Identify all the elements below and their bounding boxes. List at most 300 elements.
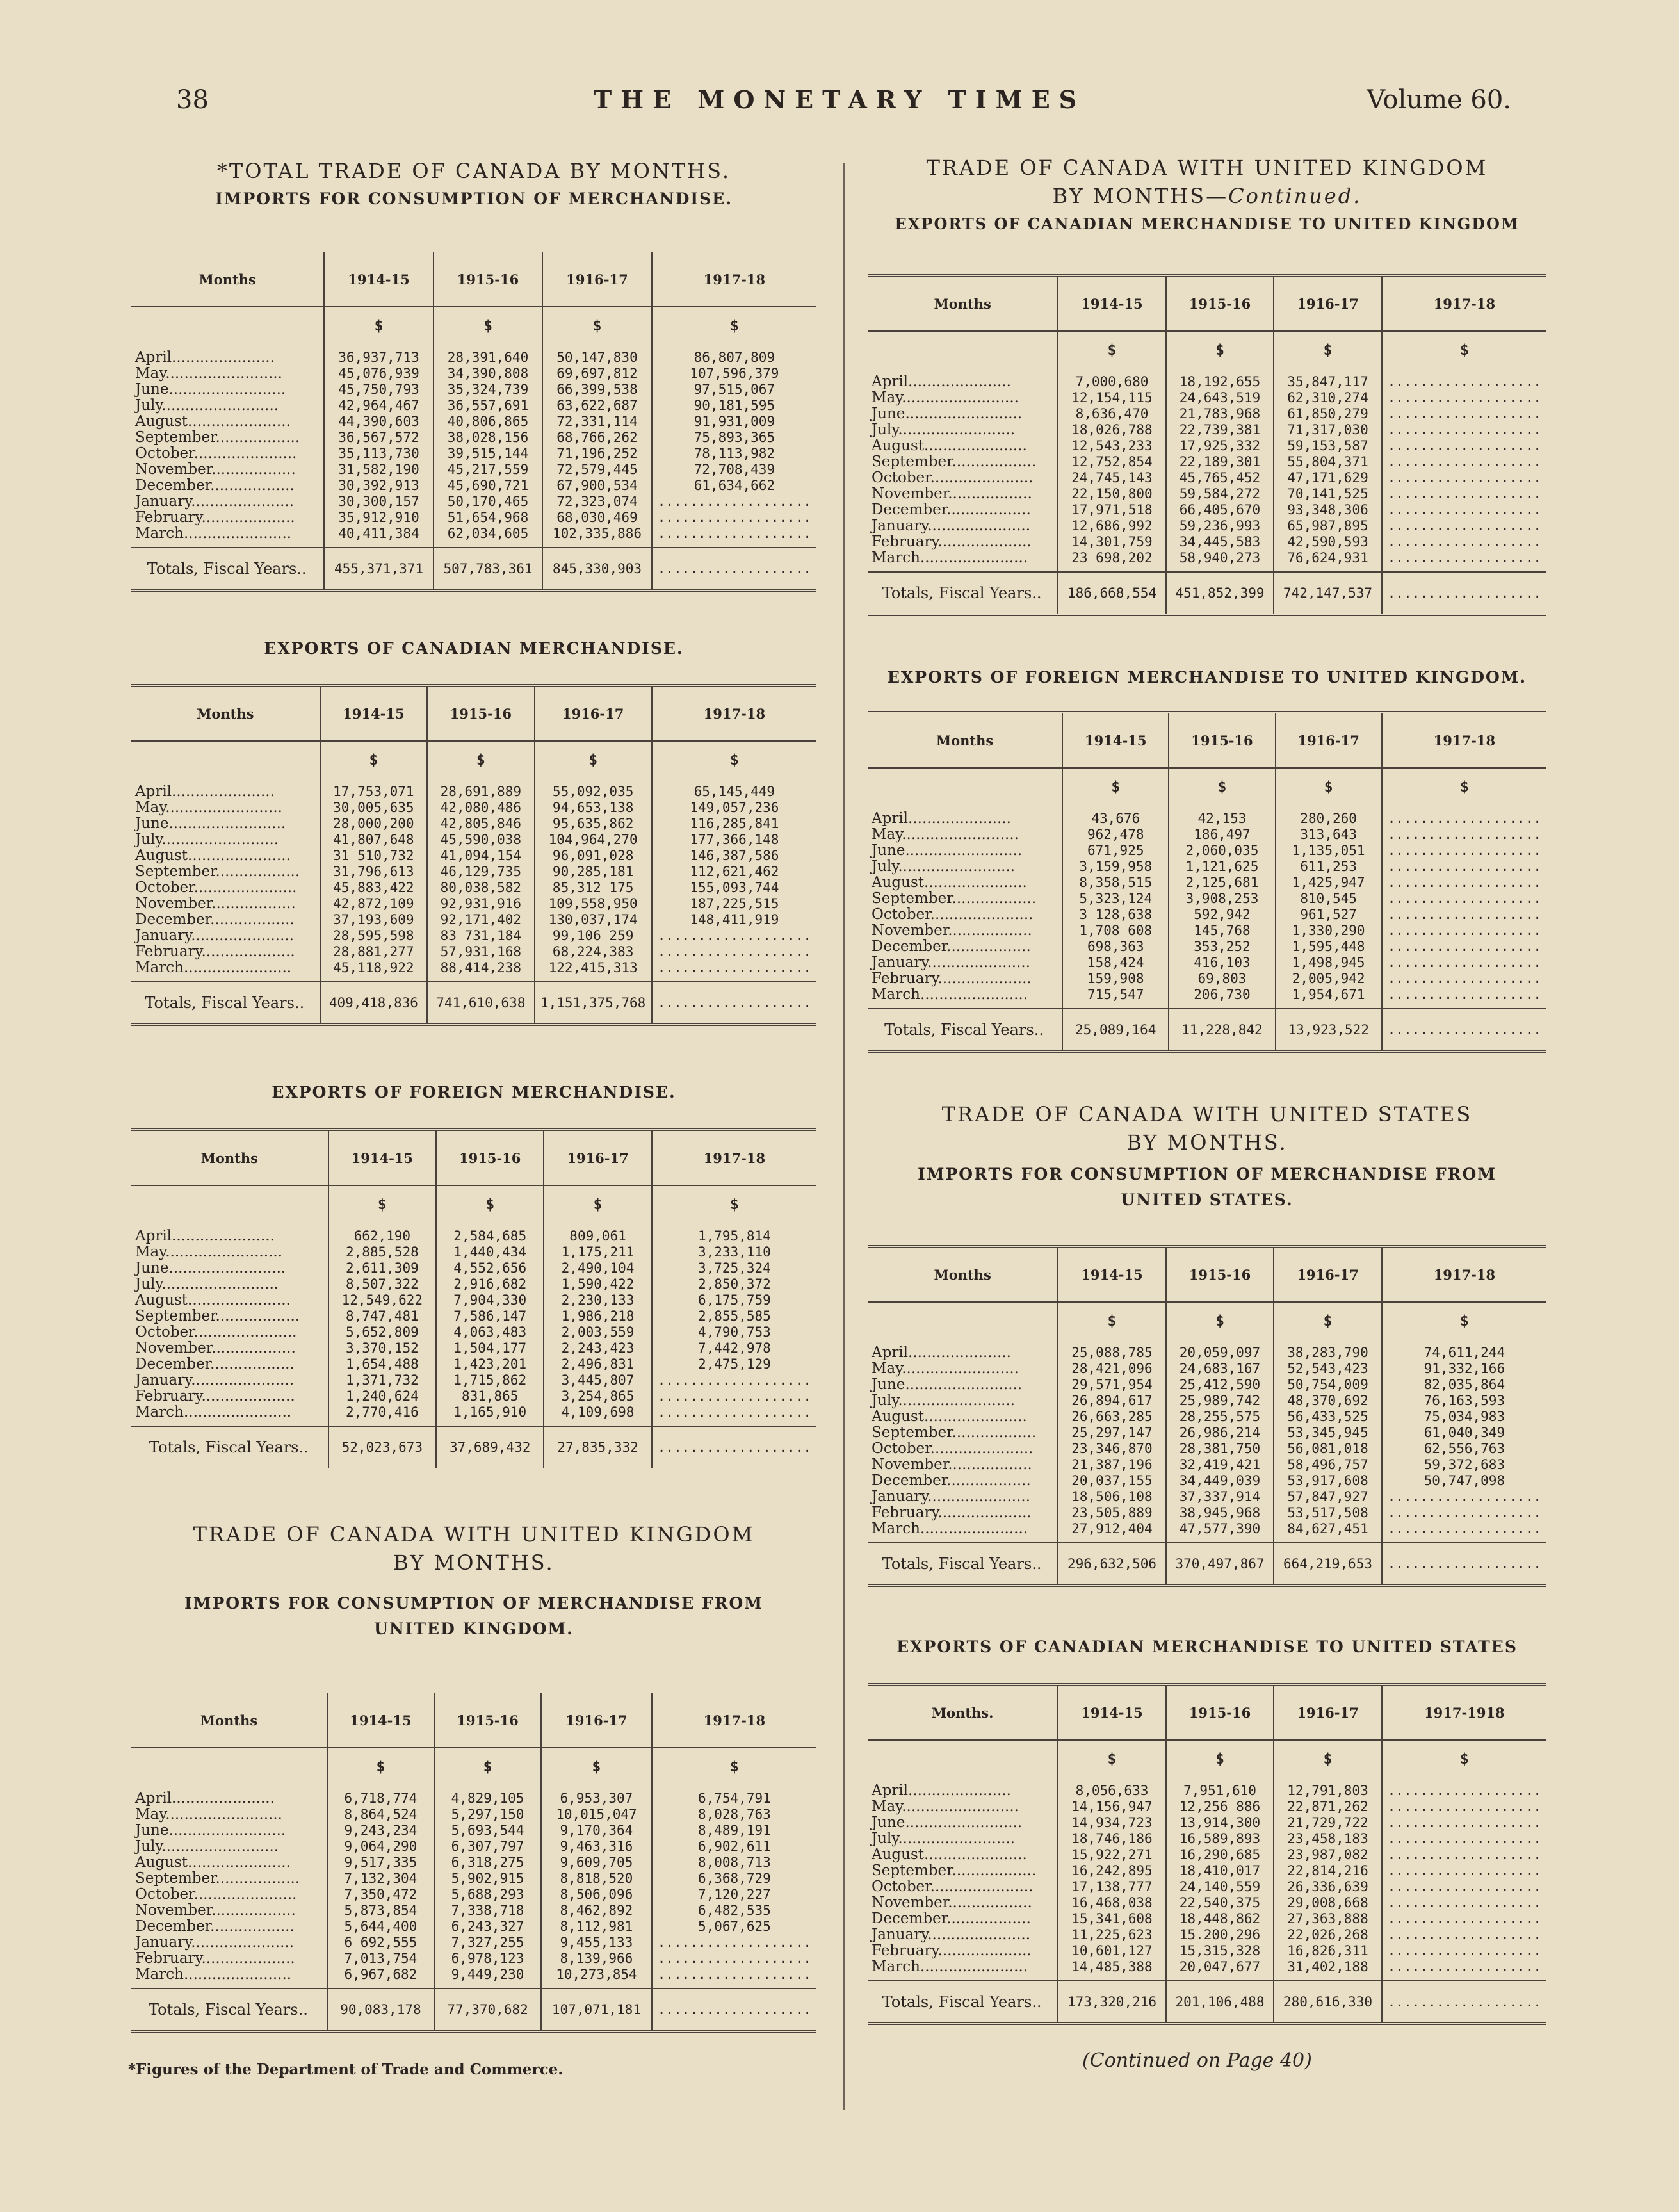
table-row	[868, 534, 1546, 550]
value-cell: 7,442,978	[652, 1340, 816, 1356]
table-row	[868, 1505, 1546, 1521]
value-cell: 53,345,945	[1274, 1425, 1382, 1441]
value-cell: 72,331,114	[542, 414, 652, 430]
month-cell: November..................	[872, 1895, 1032, 1911]
month-cell: October......................	[135, 446, 297, 462]
value-cell: 146,387,586	[652, 848, 816, 864]
table-row	[868, 438, 1546, 454]
value-cell: 8,139,966	[541, 1951, 652, 1967]
value-cell: 2,584,685	[436, 1223, 544, 1244]
value-cell: 7,904,330	[436, 1292, 544, 1308]
month-cell: January......................	[872, 518, 1031, 534]
month-cell: October......................	[135, 1324, 297, 1340]
table-row	[131, 1839, 816, 1855]
value-cell: 44,390,603	[324, 414, 434, 430]
value-cell: 24,140,559	[1166, 1879, 1274, 1895]
value-cell: 68,766,262	[542, 430, 652, 446]
currency-row	[131, 307, 816, 345]
month-cell: April......................	[135, 1228, 275, 1244]
currency-symbol: $	[1382, 331, 1546, 369]
value-cell: 12,752,854	[1058, 454, 1166, 470]
value-cell: 12,791,803	[1274, 1778, 1382, 1799]
table-row	[868, 1815, 1546, 1831]
value-cell: ...................	[652, 1951, 816, 1967]
month-cell: July.........................	[872, 1393, 1016, 1409]
value-cell: 15,341,608	[1058, 1911, 1166, 1927]
value-cell: 15,315,328	[1166, 1943, 1274, 1959]
table-row	[131, 864, 816, 880]
currency-row	[868, 331, 1546, 369]
month-cell: April......................	[135, 783, 275, 800]
total-cell: 845,330,903	[542, 548, 652, 590]
month-cell: August......................	[135, 414, 291, 430]
value-cell: 17,971,518	[1058, 502, 1166, 518]
value-cell: 6,243,327	[434, 1919, 541, 1935]
month-cell: October......................	[872, 1879, 1034, 1895]
section-title: EXPORTS OF FOREIGN MERCHANDISE.	[272, 1083, 676, 1102]
value-cell: 22,189,301	[1166, 454, 1274, 470]
value-cell: 35,847,117	[1274, 369, 1382, 390]
year-header: 1914-15	[328, 1130, 436, 1185]
value-cell: ...................	[1382, 1863, 1546, 1879]
value-cell: 68,224,383	[535, 944, 652, 960]
table-row	[868, 939, 1546, 955]
month-cell: March.......................	[872, 1959, 1028, 1975]
value-cell: 416,103	[1169, 955, 1275, 971]
currency-blank	[868, 331, 1058, 369]
value-cell: 93,348,306	[1274, 502, 1382, 518]
month-cell: February....................	[872, 1943, 1032, 1959]
table-exports-foreign	[131, 1128, 816, 1470]
value-cell: 3,445,807	[544, 1372, 651, 1388]
value-cell: ...................	[652, 526, 816, 548]
data-table	[868, 1245, 1546, 1587]
value-cell: 31,402,188	[1274, 1959, 1382, 1981]
table-row	[131, 912, 816, 928]
table-row	[868, 369, 1546, 390]
value-cell: 20,037,155	[1058, 1473, 1166, 1489]
value-cell: 58,940,273	[1166, 550, 1274, 572]
value-cell: 50,754,009	[1274, 1377, 1382, 1393]
value-cell: 46,129,735	[427, 864, 534, 880]
value-cell: 810,545	[1276, 891, 1382, 907]
value-cell: 45,765,452	[1166, 470, 1274, 486]
value-cell: 1,986,218	[544, 1308, 651, 1324]
value-cell: 40,411,384	[324, 526, 434, 548]
currency-symbol: $	[1062, 768, 1169, 806]
value-cell: 51,654,968	[434, 510, 543, 526]
month-cell: December..................	[872, 1473, 1031, 1489]
year-header: 1915-16	[1166, 275, 1274, 331]
section-title: TRADE OF CANADA WITH UNITED KINGDOM	[926, 156, 1488, 180]
value-cell: 24,643,519	[1166, 390, 1274, 406]
value-cell: 611,253	[1276, 859, 1382, 875]
value-cell: 59,584,272	[1166, 486, 1274, 502]
currency-blank	[868, 768, 1062, 806]
month-cell: January......................	[135, 928, 295, 944]
table-row	[131, 1260, 816, 1276]
table-row	[868, 1361, 1546, 1377]
currency-symbol: $	[328, 1185, 436, 1223]
total-cell: 90,083,178	[327, 1988, 434, 2031]
month-cell: April......................	[135, 349, 275, 366]
months-header: Months	[131, 1692, 327, 1748]
value-cell: 7,132,304	[327, 1871, 434, 1887]
value-cell: 70,141,525	[1274, 486, 1382, 502]
table-uk-exports-foreign	[868, 711, 1546, 1053]
table-row	[868, 518, 1546, 534]
value-cell: 53,917,608	[1274, 1473, 1382, 1489]
value-cell: 18,410,017	[1166, 1863, 1274, 1879]
total-cell: 186,668,554	[1058, 572, 1166, 615]
table-uk-exports-canadian	[868, 274, 1546, 616]
totals-row	[131, 982, 816, 1025]
total-cell: 507,783,361	[434, 548, 543, 590]
month-cell: July.........................	[872, 422, 1016, 438]
table-row	[131, 960, 816, 982]
value-cell: 3,254,865	[544, 1388, 651, 1404]
value-cell: ...................	[1382, 1959, 1546, 1981]
year-header: 1914-15	[1058, 1684, 1166, 1740]
value-cell: 69,803	[1169, 971, 1275, 987]
table-row	[131, 446, 816, 462]
total-cell: 27,835,332	[544, 1426, 651, 1469]
currency-row	[131, 741, 816, 779]
value-cell: 66,399,538	[542, 382, 652, 398]
data-table	[868, 1683, 1546, 2025]
month-cell: March.......................	[872, 550, 1028, 566]
value-cell: 2,003,559	[544, 1324, 651, 1340]
value-cell: 8,008,713	[652, 1855, 816, 1871]
value-cell: 1,504,177	[436, 1340, 544, 1356]
value-cell: 52,543,423	[1274, 1361, 1382, 1377]
value-cell: 280,260	[1276, 806, 1382, 827]
value-cell: 28,881,277	[320, 944, 427, 960]
month-cell: January......................	[872, 955, 1031, 971]
total-cell: 11,228,842	[1169, 1009, 1275, 1052]
totals-row	[868, 1543, 1546, 1586]
month-cell: May.........................	[135, 1807, 282, 1823]
value-cell: 45,883,422	[320, 880, 427, 896]
month-cell: May.........................	[872, 827, 1019, 843]
table-row	[131, 414, 816, 430]
continued-note: (Continued on Page 40)	[1082, 2049, 1312, 2072]
value-cell: 4,063,483	[436, 1324, 544, 1340]
section-title: TRADE OF CANADA WITH UNITED KINGDOM	[193, 1522, 755, 1547]
table-row	[131, 1785, 816, 1807]
currency-symbol: $	[652, 1185, 816, 1223]
data-table	[131, 684, 816, 1026]
currency-symbol: $	[436, 1185, 544, 1223]
months-header: Months	[131, 1130, 328, 1185]
table-row	[131, 494, 816, 510]
month-cell: February....................	[135, 1951, 295, 1967]
year-header: 1916-17	[542, 251, 652, 307]
table-row	[868, 843, 1546, 859]
total-cell: ...................	[1382, 1009, 1546, 1052]
value-cell: 35,324,739	[434, 382, 543, 398]
table-row	[131, 462, 816, 478]
table-row	[868, 955, 1546, 971]
table-row	[868, 454, 1546, 470]
currency-row	[131, 1748, 816, 1785]
table-row	[131, 1388, 816, 1404]
value-cell: 45,690,721	[434, 478, 543, 494]
currency-symbol: $	[1058, 1302, 1166, 1340]
value-cell: 85,312 175	[535, 880, 652, 896]
value-cell: 86,807,809	[652, 345, 816, 366]
value-cell: 8,864,524	[327, 1807, 434, 1823]
value-cell: 16,468,038	[1058, 1895, 1166, 1911]
value-cell: 671,925	[1062, 843, 1169, 859]
totals-label: Totals, Fiscal Years..	[868, 572, 1058, 615]
value-cell: 1,654,488	[328, 1356, 436, 1372]
month-cell: August......................	[135, 1292, 291, 1308]
currency-row	[868, 1302, 1546, 1340]
header-row	[131, 1692, 816, 1748]
value-cell: 7,000,680	[1058, 369, 1166, 390]
data-table	[868, 274, 1546, 616]
totals-row	[868, 572, 1546, 615]
total-cell: ...................	[652, 982, 816, 1025]
value-cell: 24,683,167	[1166, 1361, 1274, 1377]
value-cell: ...................	[1382, 406, 1546, 422]
value-cell: 50,147,830	[542, 345, 652, 366]
value-cell: 6,754,791	[652, 1785, 816, 1807]
month-cell: June.........................	[135, 816, 286, 832]
value-cell: 5,688,293	[434, 1887, 541, 1903]
totals-row	[131, 1426, 816, 1469]
value-cell: 2,490,104	[544, 1260, 651, 1276]
table-row	[868, 1425, 1546, 1441]
table-row	[868, 1473, 1546, 1489]
value-cell: 39,515,144	[434, 446, 543, 462]
totals-label: Totals, Fiscal Years..	[131, 1988, 327, 2031]
section-title-line-2: BY MONTHS.	[1126, 1130, 1288, 1155]
value-cell: 8,056,633	[1058, 1778, 1166, 1799]
month-cell: September..................	[135, 864, 300, 880]
value-cell: 36,557,691	[434, 398, 543, 414]
month-cell: February....................	[135, 510, 295, 526]
table-row	[131, 478, 816, 494]
table-row	[868, 1778, 1546, 1799]
value-cell: 35,912,910	[324, 510, 434, 526]
value-cell: 28,000,200	[320, 816, 427, 832]
value-cell: 6,318,275	[434, 1855, 541, 1871]
value-cell: 32,419,421	[1166, 1457, 1274, 1473]
value-cell: ...................	[1382, 843, 1546, 859]
value-cell: ...................	[652, 1388, 816, 1404]
table-exports-canadian	[131, 684, 816, 1026]
value-cell: 23,505,889	[1058, 1505, 1166, 1521]
value-cell: 36,937,713	[324, 345, 434, 366]
month-cell: September..................	[135, 1308, 300, 1324]
month-cell: May.........................	[135, 800, 282, 816]
table-row	[868, 1895, 1546, 1911]
currency-symbol: $	[1274, 1740, 1382, 1778]
value-cell: 4,790,753	[652, 1324, 816, 1340]
value-cell: 5,902,915	[434, 1871, 541, 1887]
value-cell: 58,496,757	[1274, 1457, 1382, 1473]
value-cell: 592,942	[1169, 907, 1275, 923]
value-cell: 12,543,233	[1058, 438, 1166, 454]
value-cell: 831,865	[436, 1388, 544, 1404]
value-cell: 16,826,311	[1274, 1943, 1382, 1959]
currency-symbol: $	[1382, 1740, 1546, 1778]
table-row	[868, 1847, 1546, 1863]
value-cell: 16,290,685	[1166, 1847, 1274, 1863]
value-cell: 145,768	[1169, 923, 1275, 939]
value-cell: 31,796,613	[320, 864, 427, 880]
value-cell: 122,415,313	[535, 960, 652, 982]
value-cell: 28,381,750	[1166, 1441, 1274, 1457]
month-cell: December..................	[135, 478, 295, 494]
value-cell: 715,547	[1062, 987, 1169, 1009]
month-cell: April......................	[872, 1344, 1011, 1361]
table-row	[131, 510, 816, 526]
total-cell: 107,071,181	[541, 1988, 652, 2031]
section-title: *TOTAL TRADE OF CANADA BY MONTHS.	[216, 159, 731, 183]
table-row	[868, 1521, 1546, 1543]
year-header: 1914-15	[327, 1692, 434, 1748]
value-cell: 55,092,035	[535, 779, 652, 800]
value-cell: 38,945,968	[1166, 1505, 1274, 1521]
header-row	[868, 1246, 1546, 1302]
column-separator	[843, 163, 845, 2110]
table-row	[868, 1863, 1546, 1879]
value-cell: 2,230,133	[544, 1292, 651, 1308]
value-cell: ...................	[1382, 438, 1546, 454]
month-cell: June.........................	[872, 843, 1023, 859]
value-cell: 59,153,587	[1274, 438, 1382, 454]
value-cell: 9,170,364	[541, 1823, 652, 1839]
currency-symbol: $	[1274, 331, 1382, 369]
currency-blank	[868, 1302, 1058, 1340]
value-cell: 28,691,889	[427, 779, 534, 800]
value-cell: 31,582,190	[324, 462, 434, 478]
value-cell: 6,953,307	[541, 1785, 652, 1807]
table-row	[868, 1489, 1546, 1505]
value-cell: 23,458,183	[1274, 1831, 1382, 1847]
value-cell: 45,217,559	[434, 462, 543, 478]
month-cell: August......................	[135, 1855, 291, 1871]
total-cell: 296,632,506	[1058, 1543, 1166, 1586]
section-subtitle-line-2: UNITED STATES.	[1121, 1191, 1294, 1209]
value-cell: 1,121,625	[1169, 859, 1275, 875]
header-row	[868, 1684, 1546, 1740]
value-cell: 149,057,236	[652, 800, 816, 816]
value-cell: 40,806,865	[434, 414, 543, 430]
table-row	[131, 1356, 816, 1372]
value-cell: 109,558,950	[535, 896, 652, 912]
value-cell: 206,730	[1169, 987, 1275, 1009]
months-header: Months	[868, 712, 1062, 768]
value-cell: 26,894,617	[1058, 1393, 1166, 1409]
value-cell: 2,850,372	[652, 1276, 816, 1292]
value-cell: 22,871,262	[1274, 1799, 1382, 1815]
month-cell: June.........................	[872, 406, 1023, 422]
value-cell: 1,240,624	[328, 1388, 436, 1404]
total-cell: ...................	[1382, 572, 1546, 615]
value-cell: 12,154,115	[1058, 390, 1166, 406]
table-row	[868, 1943, 1546, 1959]
value-cell: 1,498,945	[1276, 955, 1382, 971]
table-row	[868, 470, 1546, 486]
value-cell: 130,037,174	[535, 912, 652, 928]
month-cell: October......................	[135, 1887, 297, 1903]
value-cell: 5,873,854	[327, 1903, 434, 1919]
title-text: BY MONTHS—	[1052, 184, 1229, 208]
year-header: 1915-16	[434, 251, 543, 307]
totals-row	[131, 548, 816, 590]
month-cell: April......................	[872, 1782, 1011, 1799]
months-header: Months	[868, 275, 1058, 331]
month-cell: August......................	[872, 1847, 1027, 1863]
value-cell: 71,317,030	[1274, 422, 1382, 438]
value-cell: 50,747,098	[1382, 1473, 1546, 1489]
value-cell: ...................	[1382, 827, 1546, 843]
value-cell: 3,725,324	[652, 1260, 816, 1276]
table-row	[131, 1372, 816, 1388]
value-cell: 14,156,947	[1058, 1799, 1166, 1815]
value-cell: ...................	[1382, 1895, 1546, 1911]
value-cell: 6,718,774	[327, 1785, 434, 1807]
table-row	[131, 1871, 816, 1887]
value-cell: ...................	[1382, 907, 1546, 923]
value-cell: 7,338,718	[434, 1903, 541, 1919]
page-number: 38	[176, 85, 209, 115]
value-cell: 158,424	[1062, 955, 1169, 971]
year-header: 1917-18	[652, 1692, 816, 1748]
month-cell: July.........................	[135, 398, 279, 414]
value-cell: 3 128,638	[1062, 907, 1169, 923]
value-cell: 38,028,156	[434, 430, 543, 446]
value-cell: 14,934,723	[1058, 1815, 1166, 1831]
value-cell: ...................	[1382, 971, 1546, 987]
year-header: 1914-15	[324, 251, 434, 307]
currency-symbol: $	[434, 307, 543, 345]
table-row	[131, 779, 816, 800]
value-cell: 186,497	[1169, 827, 1275, 843]
section-title: EXPORTS OF CANADIAN MERCHANDISE TO UNITED STATES	[896, 1638, 1518, 1656]
month-cell: September..................	[135, 1871, 300, 1887]
value-cell: ...................	[1382, 1778, 1546, 1799]
total-cell: 280,616,330	[1274, 1981, 1382, 2024]
total-trade-heading	[131, 157, 816, 213]
total-cell: 13,923,522	[1276, 1009, 1382, 1052]
total-cell: 370,497,867	[1166, 1543, 1274, 1586]
currency-symbol: $	[1166, 1740, 1274, 1778]
currency-symbol: $	[324, 307, 434, 345]
value-cell: 2,475,129	[652, 1356, 816, 1372]
currency-symbol: $	[652, 1748, 816, 1785]
value-cell: 8,636,470	[1058, 406, 1166, 422]
value-cell: 10,601,127	[1058, 1943, 1166, 1959]
table-row	[131, 1223, 816, 1244]
data-table	[868, 711, 1546, 1053]
value-cell: 2,885,528	[328, 1244, 436, 1260]
table-row	[131, 832, 816, 848]
table-row	[131, 928, 816, 944]
volume-number: Volume 60.	[1367, 85, 1511, 115]
month-cell: September..................	[872, 454, 1037, 470]
month-cell: November..................	[135, 1903, 296, 1919]
total-cell: 201,106,488	[1166, 1981, 1274, 2024]
value-cell: 5,297,150	[434, 1807, 541, 1823]
total-cell: ...................	[652, 1426, 816, 1469]
value-cell: 1,371,732	[328, 1372, 436, 1388]
value-cell: 12,549,622	[328, 1292, 436, 1308]
